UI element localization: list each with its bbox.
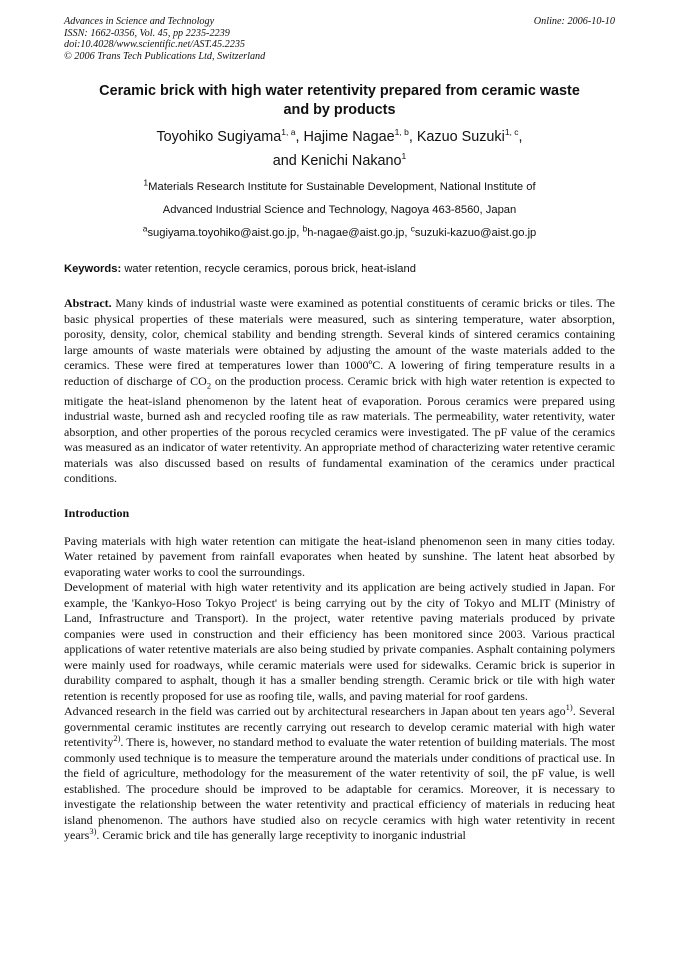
email-link[interactable]: suzuki-kazuo@aist.go.jp [414,227,537,240]
body-text: . Ceramic brick and tile has generally large receptivity to inorganic industrial [96,828,466,843]
reference-sup: 1) [565,702,573,713]
abstract-text: Many kinds of industrial waste were examined as potential constituents of ceramic bricks or tiles. The basic physical properties of these materials were measured, such as sintering temperature, water absorption, porosity, density, color, chemical stability and bending strength. Several kinds of sintered ceramics containing large amounts of waste materials were obtained by adjusting the amount of the waste materials added to the ceramics. These were fired at temperatures lower than 1000ºC. A lowering of firing temperature results in a reduction of discharge of CO [64,296,615,388]
affiliation-block [64,176,615,245]
affil-sup: 1 [143,177,149,188]
journal-name: Advances in Science and Technology [64,16,215,27]
paper-page [64,16,615,844]
keywords-line [64,263,615,275]
author-affil-sup: 1 [401,151,407,162]
email-link[interactable]: sugiyama.toyohiko@aist.go.jp, [147,227,300,240]
section-heading: Introduction [64,505,130,520]
author-list: Toyohiko Sugiyama$^{1, a}$, Hajime Nagae$^{1, b}$, Kazuo Suzuki$^{1, c}$, and Kenichi Nakano$^1$ [156,127,523,170]
author-affil-sup: 1, a [281,127,296,138]
author-name: Toyohiko Sugiyama [156,129,282,146]
email-sup: c [410,223,415,234]
author-name: Hajime Nagae [303,129,395,146]
abstract-text: on the production process. Ceramic brick with high water retention is expected to mitigate the heat-island phenomenon by the latent heat of evaporation. Porous ceramics were prepared using industrial waste, burned ash and recycled roofing tile as raw materials. The permeability, water retentivity, water absorption, and other properties of the porous recycled ceramics were investigated. The pF value of the ceramics was measured as an indicator of water retentivity. An appropriate method of characterizing water retentive ceramic materials was also discussed based on results of fundamental examination of the ceramics under practical conditions. [64,373,615,486]
paper-title: Ceramic brick with high water retentivity prepared from ceramic waste and by products [99,83,580,118]
author-name: and Kenichi Nakano [272,153,402,170]
reference-sup: 3) [89,826,97,837]
journal-header [64,16,615,62]
email-line [64,222,615,245]
body-paragraph: Paving materials with high water retention can mitigate the heat-island phenomenon seen in many cities today. Water retained by pavement from rainfall evaporates when heated by sunshine. The latent heat absorbed by evaporating water works to cool the surroundings. [64,533,615,579]
body-paragraph [64,704,615,844]
body-text: Advanced research in the field was carried out by architectural researchers in Japan about ten years ago [64,704,566,719]
issn-line: ISSN: 1662-0356, Vol. 45, pp 2235-2239 [64,27,230,39]
doi-line: doi:10.4028/www.scientific.net/AST.45.2235 [64,39,246,51]
body-paragraph: Development of material with high water retentivity and its application are being actively studied in Japan. For example, the 'Kankyo-Hoso Tokyo Project' is being carrying out by the city of Tokyo and MLIT (Ministry of Land, Infrastructure and Transport). In the project, water retentive paving materials produced by private companies were used in construction and their efficiency has been monitored since 2003. Various practical applications of water retentive materials are also being studied by private companies. Asphalt containing polymers were mainly used for roadways, while ceramic materials were used for sidewalks. Ceramic brick is superior in durability compared to asphalt, though it has a smaller bending strength. Ceramic brick or tile with high water retention is recently proposed for use as roofing tile, walls, and paving material for roof gardens. [64,580,615,703]
subscript: 2 [206,380,212,391]
body-text: . Several governmental ceramic institutes are recently carrying out research to develop ceramic material with high water retentivity [64,704,616,750]
keywords-label: Keywords: [64,263,122,276]
author-affil-sup: 1, c [504,127,519,138]
email-sup: b [302,223,308,234]
affiliation-line: Advanced Industrial Science and Technology, Nagoya 463-8560, Japan [162,204,517,217]
abstract-label: Abstract. [64,296,112,311]
abstract-paragraph [64,296,615,486]
online-date: Online: 2006-10-10 [533,16,615,27]
copyright-line: © 2006 Trans Tech Publications Ltd, Switzerland [64,50,266,62]
author-affil-sup: 1, b [394,127,409,138]
email-link[interactable]: h-nagae@aist.go.jp, [307,227,408,240]
body-text: . There is, however, no standard method to evaluate the water retention of building materials. The most commonly used technique is to measure the temperature around the materials under conditions of practical use. In the field of agriculture, methodology for the measurement of the water retentivity of soil, the pF value, is well established. The procedure should be improved to be adaptable for ceramics. Moreover, it is necessary to investigate the relationship between the water retentivity and practical efficiency of materials in reducing heat island phenomenon. The authors have studied also on recycle ceramics with high water retentivity in recent years [64,735,615,843]
reference-sup: 2) [113,733,121,744]
author-name: Kazuo Suzuki [416,129,505,146]
affiliation-line: Materials Research Institute for Sustainable Development, National Institute of [148,181,536,194]
keywords-text: water retention, recycle ceramics, porous brick, heat-island [124,263,416,276]
email-sup: a [142,223,148,234]
